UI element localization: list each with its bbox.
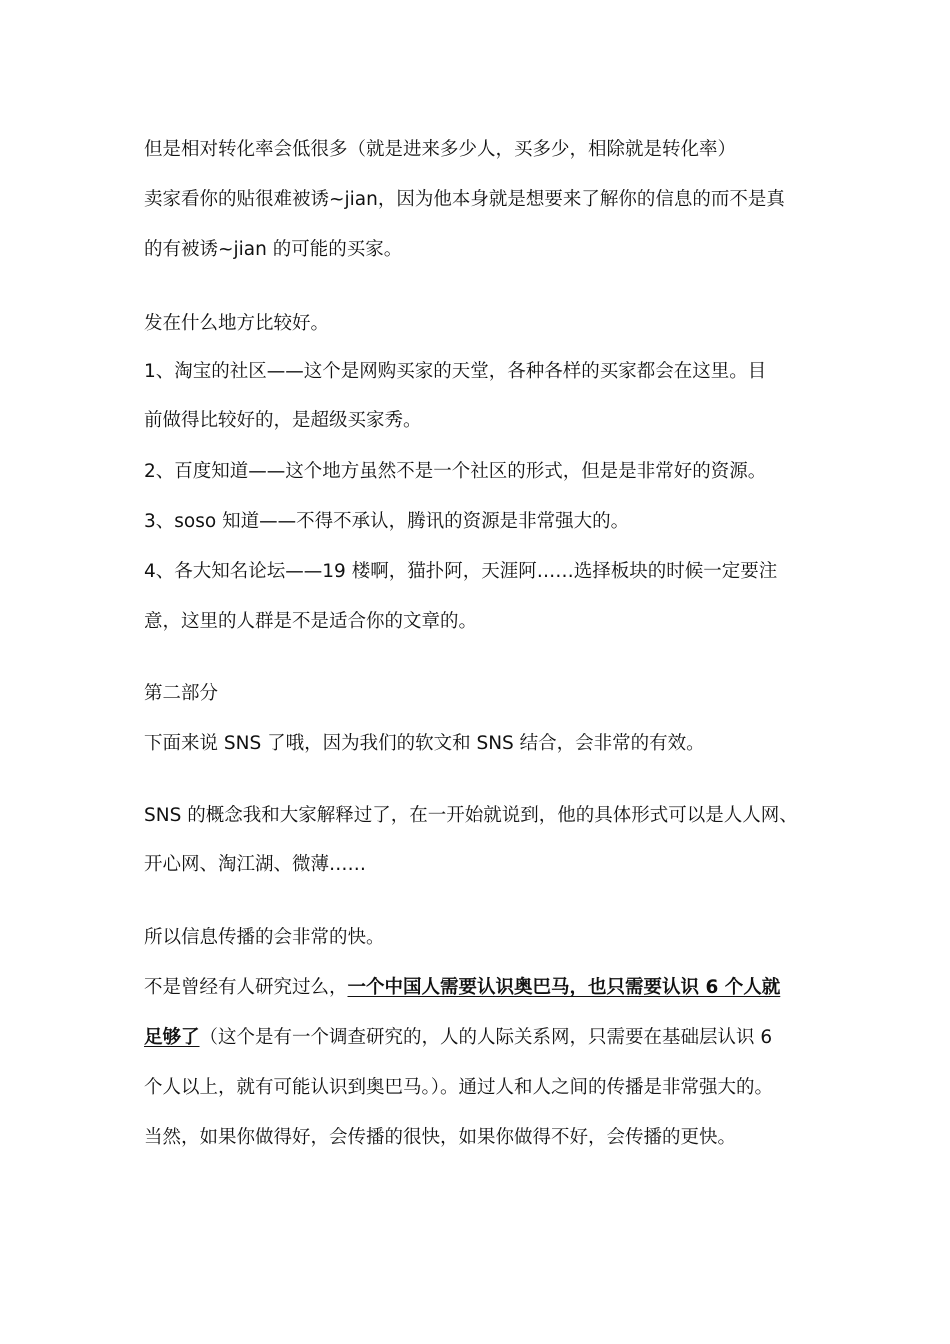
emphasis-text: 足够了	[144, 1027, 200, 1048]
paragraph-line: SNS 的概念我和大家解释过了，在一开始就说到，他的具体形式可以是人人网、	[144, 805, 798, 826]
emphasis-text: 一个中国人需要认识奥巴马，也只需要认识 6 个人就	[347, 977, 781, 998]
paragraph-line: 的有被诱~jian 的可能的买家。	[144, 239, 403, 260]
paragraph-line: 个人以上，就有可能认识到奥巴马。）。通过人和人之间的传播是非常强大的。	[144, 1077, 774, 1098]
paragraph-line	[144, 1025, 824, 1051]
plain-text: 不是曾经有人研究过么，	[144, 977, 348, 998]
list-item: 1、淘宝的社区——这个是网购买家的天堂，各种各样的买家都会在这里。目	[144, 361, 767, 382]
list-item: 3、soso 知道——不得不承认，腾讯的资源是非常强大的。	[144, 511, 630, 532]
list-item: 意，这里的人群是不是适合你的文章的。	[144, 611, 478, 632]
section-heading: 第二部分	[144, 683, 219, 704]
plain-text: （这个是有一个调查研究的，人的人际关系网，只需要在基础层认识 6	[199, 1027, 773, 1048]
paragraph-line: 下面来说 SNS 了哦，因为我们的软文和 SNS 结合，会非常的有效。	[144, 733, 705, 754]
paragraph-line	[144, 975, 824, 1001]
paragraph-line: 卖家看你的贴很难被诱~jian，因为他本身就是想要来了解你的信息的而不是真	[144, 189, 785, 210]
list-item: 2、百度知道——这个地方虽然不是一个社区的形式，但是是非常好的资源。	[144, 461, 767, 482]
section-heading: 发在什么地方比较好。	[144, 313, 330, 334]
paragraph-line: 当然，如果你做得好，会传播的很快，如果你做得不好，会传播的更快。	[144, 1127, 737, 1148]
list-item: 4、各大知名论坛——19 楼啊，猫扑阿，天涯阿……选择板块的时候一定要注	[144, 561, 778, 582]
list-item: 前做得比较好的，是超级买家秀。	[144, 410, 422, 431]
paragraph-line: 但是相对转化率会低很多（就是进来多少人，买多少，相除就是转化率）	[144, 139, 737, 160]
paragraph-line: 开心网、淘江湖、微薄……	[144, 854, 367, 875]
paragraph-line: 所以信息传播的会非常的快。	[144, 927, 385, 948]
